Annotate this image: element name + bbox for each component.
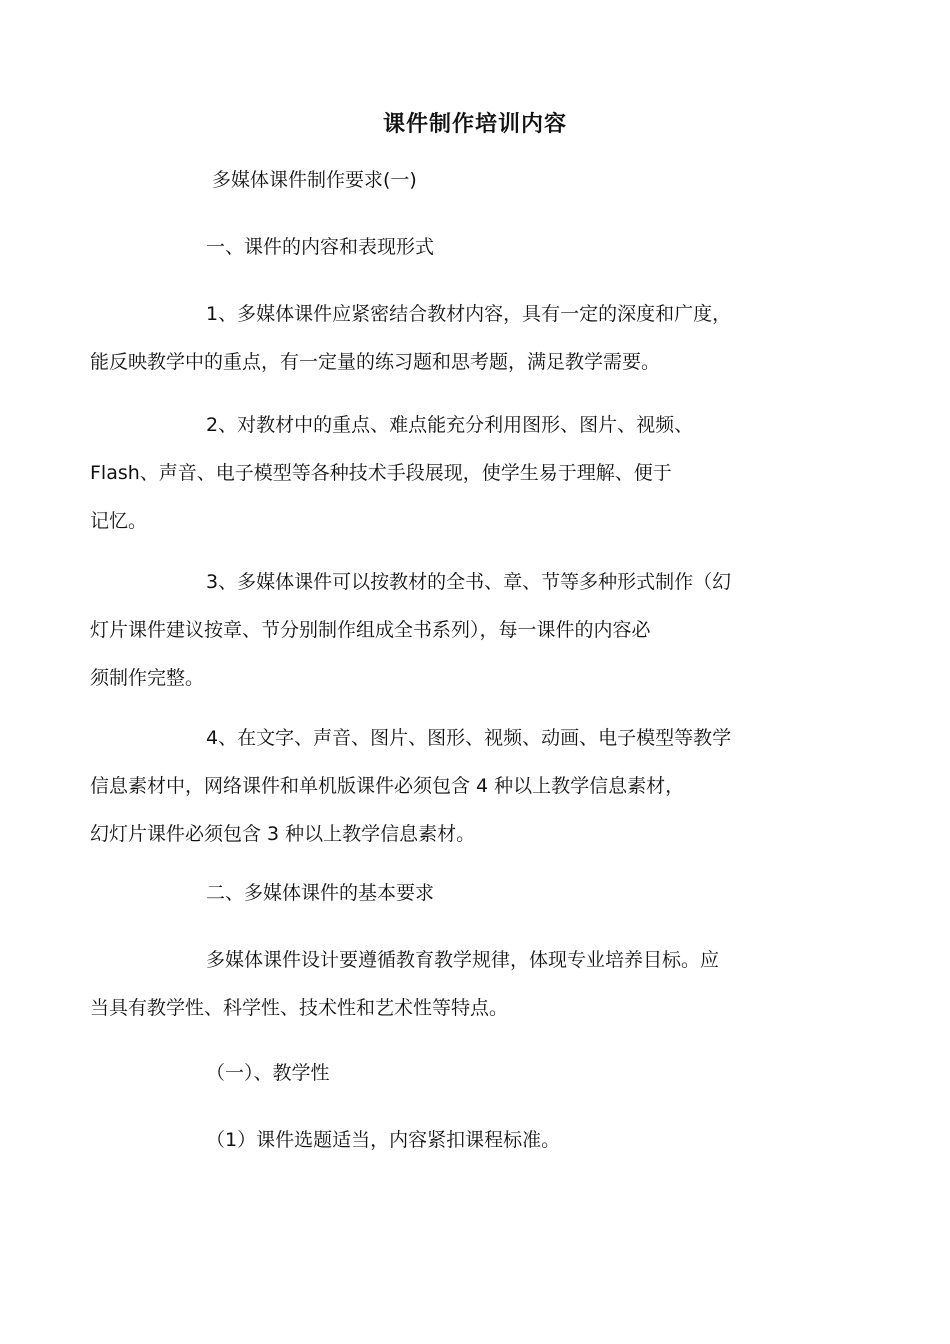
item2-line2: Flash、声音、电子模型等各种技术手段展现，使学生易于理解、便于 [90, 462, 672, 484]
document-subtitle: 多媒体课件制作要求(一) [212, 169, 417, 191]
section2-intro-line2: 当具有教学性、科学性、技术性和艺术性等特点。 [90, 997, 509, 1019]
item4-line2: 信息素材中，网络课件和单机版课件必须包含 4 种以上教学信息素材， [90, 775, 685, 797]
section2-heading: 二、多媒体课件的基本要求 [206, 882, 435, 904]
item3-line2: 灯片课件建议按章、节分别制作组成全书系列），每一课件的内容必 [90, 619, 651, 641]
sub1-item1: （1）课件选题适当，内容紧扣课程标准。 [206, 1129, 561, 1151]
sub1-heading: （一）、教学性 [206, 1062, 330, 1084]
section2-intro-paragraph [90, 936, 808, 1032]
item1-line2: 能反映教学中的重点，有一定量的练习题和思考题，满足教学需要。 [90, 351, 661, 373]
item1-paragraph [90, 290, 808, 386]
section2-intro-line1: 多媒体课件设计要遵循教育教学规律，体现专业培养目标。应 [206, 949, 720, 971]
item2-line3: 记忆。 [90, 510, 148, 532]
item4-line3: 幻灯片课件必须包含 3 种以上教学信息素材。 [90, 823, 476, 845]
item3-paragraph [90, 558, 808, 702]
item4-line1: 4、在文字、声音、图片、图形、视频、动画、电子模型等教学 [206, 727, 732, 749]
item2-paragraph [90, 401, 808, 545]
item3-line3: 须制作完整。 [90, 667, 205, 689]
item1-line1: 1、多媒体课件应紧密结合教材内容，具有一定的深度和广度， [206, 303, 732, 325]
document-title: 课件制作培训内容 [382, 112, 567, 137]
item2-line1: 2、对教材中的重点、难点能充分利用图形、图片、视频、 [206, 414, 694, 436]
item4-paragraph [90, 714, 808, 858]
item3-line1: 3、多媒体课件可以按教材的全书、章、节等多种形式制作（幻 [206, 571, 732, 593]
section1-heading: 一、课件的内容和表现形式 [206, 236, 435, 258]
